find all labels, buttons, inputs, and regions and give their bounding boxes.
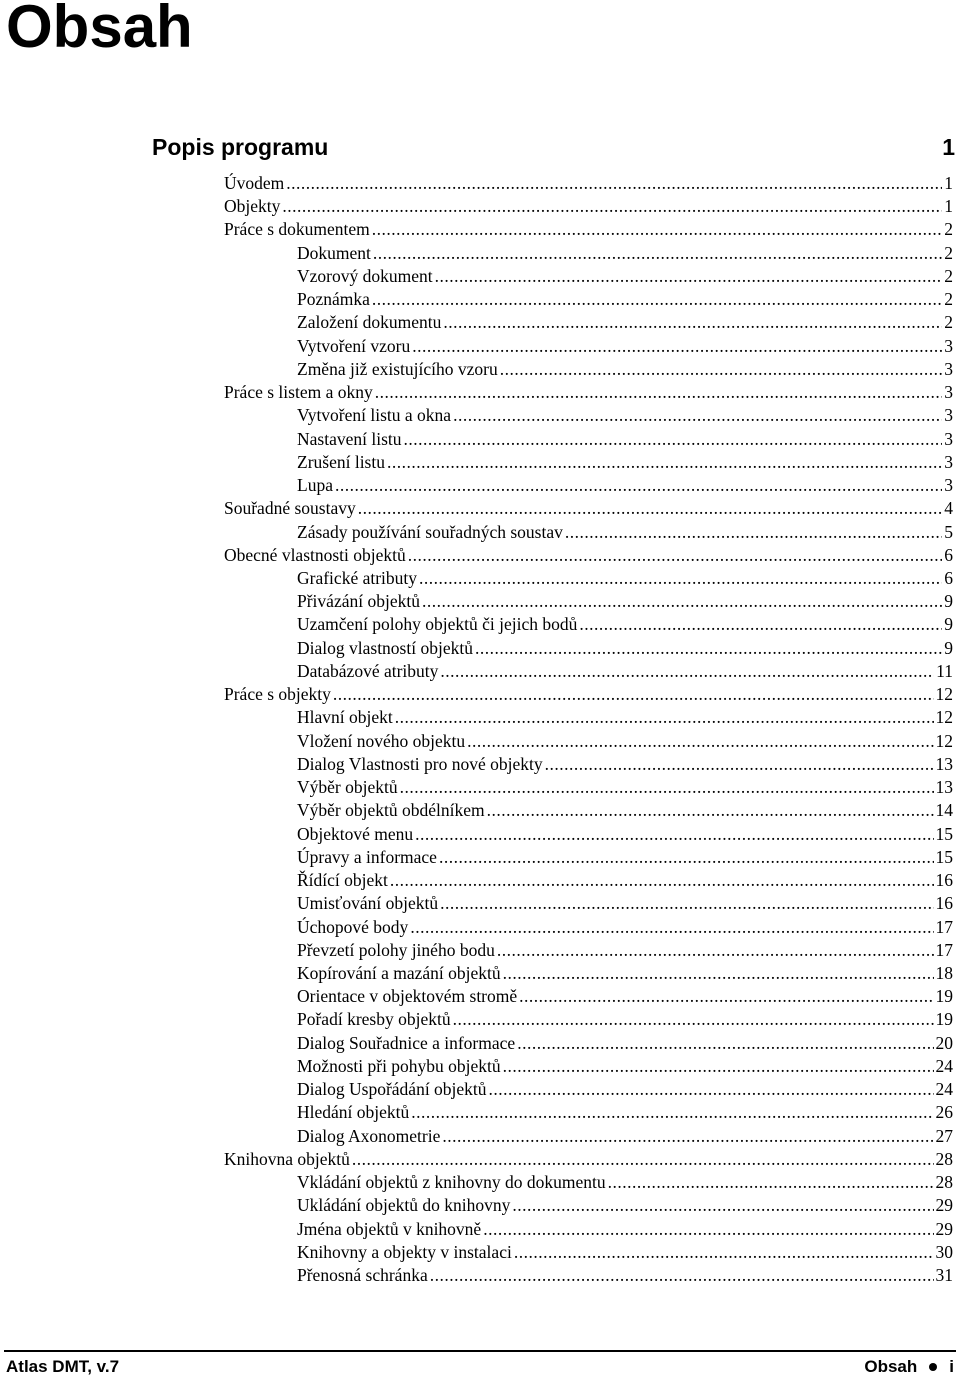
toc-entry-title: Objekty (224, 196, 281, 217)
toc-dot-leader (483, 1218, 933, 1241)
toc-entry-title: Úvodem (224, 173, 285, 193)
toc-dot-leader (545, 753, 934, 776)
toc-entry-page: 1 (944, 196, 953, 217)
toc-entry-title: Hledání objektů (297, 1102, 410, 1123)
toc-entry[interactable] (297, 846, 960, 869)
toc-entry-title: Knihovna objektů (224, 1148, 350, 1169)
toc-entry-page: 11 (936, 660, 953, 681)
toc-entry-title: Dialog Axonometrie (297, 1125, 441, 1146)
toc-dot-leader (395, 706, 934, 729)
toc-dot-leader (453, 1008, 934, 1031)
footer-document-name: Atlas DMT, v.7 (6, 1357, 120, 1376)
toc-entry-title: Dokument (297, 242, 371, 263)
toc-dot-leader (503, 1055, 934, 1078)
toc-dot-leader (373, 242, 942, 265)
toc-dot-leader (467, 730, 933, 753)
toc-entry-title: Vytvoření vzoru (297, 335, 411, 356)
toc-entry-title: Nastavení listu (297, 428, 402, 449)
toc-dot-leader (387, 451, 942, 474)
toc-entry-page: 29 (935, 1218, 953, 1239)
toc-dot-leader (579, 613, 942, 636)
toc-entry-page: 15 (935, 823, 953, 844)
toc-entry[interactable] (297, 706, 960, 729)
toc-entry-title: Založení dokumentu (297, 312, 442, 333)
toc-entry[interactable] (297, 265, 960, 288)
toc-entry-page: 12 (935, 707, 953, 728)
toc-dot-leader (435, 265, 943, 288)
toc-entry[interactable] (297, 1171, 960, 1194)
toc-entry-page: 3 (944, 382, 953, 403)
toc-entry-page: 30 (935, 1241, 953, 1262)
toc-dot-leader (487, 799, 934, 822)
toc-entry[interactable] (297, 567, 960, 590)
toc-entry-page: 29 (935, 1195, 953, 1216)
toc-dot-leader (608, 1171, 934, 1194)
toc-entry-title: Umisťování objektů (297, 893, 439, 914)
toc-dot-leader (415, 823, 933, 846)
toc-entry[interactable] (297, 242, 960, 265)
section-page-number: 1 (942, 133, 955, 160)
toc-entry-page: 6 (944, 544, 953, 565)
toc-entry[interactable] (297, 962, 960, 985)
toc-entry-title: Dialog vlastností objektů (297, 637, 473, 658)
toc-entry-page: 5 (944, 521, 953, 542)
toc-entry-page: 19 (935, 986, 953, 1007)
toc-entry[interactable] (224, 195, 960, 218)
toc-entry-title: Převzetí polohy jiného bodu (297, 939, 495, 960)
toc-entry-page: 6 (944, 567, 953, 588)
toc-entry-page: 28 (935, 1148, 953, 1169)
toc-entry-title: Možnosti při pohybu objektů (297, 1055, 501, 1076)
toc-entry[interactable] (297, 1101, 960, 1124)
footer-divider (4, 1350, 956, 1352)
toc-dot-leader (372, 218, 942, 241)
toc-dot-leader (503, 962, 934, 985)
toc-entry-title: Vzorový dokument (297, 265, 433, 286)
toc-entry-title: Změna již existujícího vzoru (297, 358, 498, 379)
toc-dot-leader (422, 590, 942, 613)
toc-dot-leader (512, 1194, 933, 1217)
toc-entry-page: 3 (944, 335, 953, 356)
toc-entry-title: Práce s listem a okny (224, 382, 373, 403)
footer-page-number: i (949, 1357, 954, 1376)
toc-entry-title: Souřadné soustavy (224, 498, 356, 519)
toc-entry[interactable] (297, 474, 960, 497)
toc-entry-page: 12 (935, 684, 953, 705)
toc-dot-leader (514, 1241, 934, 1264)
toc-entry[interactable] (224, 497, 960, 520)
toc-entry[interactable] (297, 311, 960, 334)
toc-entry-title: Dialog Uspořádání objektů (297, 1079, 487, 1100)
toc-entry-title: Uzamčení polohy objektů či jejich bodů (297, 614, 578, 635)
toc-entry[interactable] (224, 544, 960, 567)
toc-dot-leader (372, 288, 942, 311)
toc-entry[interactable] (297, 288, 960, 311)
toc-entry-page: 18 (935, 962, 953, 983)
toc-dot-leader (517, 1032, 933, 1055)
toc-entry[interactable] (297, 892, 960, 915)
toc-entry-page: 1 (944, 173, 953, 193)
toc-dot-leader (282, 195, 942, 218)
toc-entry-title: Kopírování a mazání objektů (297, 962, 501, 983)
toc-entry-page: 20 (935, 1032, 953, 1053)
toc-entry[interactable] (297, 451, 960, 474)
toc-entry[interactable] (297, 1218, 960, 1241)
toc-dot-leader (412, 335, 942, 358)
toc-dot-leader (352, 1148, 934, 1171)
toc-entry-title: Ukládání objektů do knihovny (297, 1195, 511, 1216)
toc-dot-leader (411, 1101, 933, 1124)
toc-dot-leader (565, 521, 942, 544)
toc-entry-title: Pořadí kresby objektů (297, 1009, 451, 1030)
page-title: Obsah (6, 0, 193, 60)
toc-entry-title: Objektové menu (297, 823, 414, 844)
toc-entry-title: Zásady používání souřadných soustav (297, 521, 563, 542)
toc-entry[interactable] (297, 590, 960, 613)
toc-dot-leader (475, 637, 942, 660)
toc-dot-leader (408, 544, 942, 567)
toc-entry-title: Jména objektů v knihovně (297, 1218, 482, 1239)
toc-entry[interactable] (297, 985, 960, 1008)
toc-entry[interactable] (297, 1078, 960, 1101)
toc-entry-page: 9 (944, 614, 953, 635)
toc-dot-leader (358, 497, 943, 520)
toc-entry[interactable] (224, 218, 960, 241)
toc-entry-page: 2 (944, 242, 953, 263)
toc-entry-page: 28 (935, 1172, 953, 1193)
toc-entry-page: 16 (935, 893, 953, 914)
toc-entry[interactable] (297, 1264, 960, 1287)
toc-entry-page: 2 (944, 265, 953, 286)
toc-entry-page: 17 (935, 916, 953, 937)
toc-entry-page: 4 (944, 498, 953, 519)
bullet-icon (929, 1363, 937, 1371)
toc-entry-page: 31 (935, 1265, 953, 1286)
toc-entry-title: Poznámka (297, 289, 370, 310)
toc-dot-leader (443, 311, 942, 334)
toc-dot-leader (404, 428, 943, 451)
toc-entry-page: 13 (935, 753, 953, 774)
toc-entry[interactable] (297, 428, 960, 451)
toc-dot-leader (400, 776, 934, 799)
toc-dot-leader (375, 381, 943, 404)
footer-section-label: Obsah (864, 1357, 918, 1376)
toc-entry-title: Orientace v objektovém stromě (297, 986, 518, 1007)
toc-entry-page: 2 (944, 289, 953, 310)
toc-entry[interactable] (297, 1241, 960, 1264)
toc-entry-title: Hlavní objekt (297, 707, 393, 728)
toc-dot-leader (419, 567, 942, 590)
toc-dot-leader (497, 939, 934, 962)
toc-entry-page: 2 (944, 312, 953, 333)
toc-entry-title: Přivázání objektů (297, 591, 420, 612)
footer-right (864, 1357, 954, 1377)
toc-dot-leader (453, 404, 942, 427)
toc-entry-title: Řídící objekt (297, 870, 388, 891)
toc-entry[interactable] (297, 799, 960, 822)
toc-dot-leader (440, 892, 933, 915)
toc-dot-leader (390, 869, 934, 892)
toc-entry-page: 12 (935, 730, 953, 751)
toc-entry-page: 3 (944, 451, 953, 472)
toc-entry-page: 3 (944, 358, 953, 379)
toc-entry[interactable] (297, 753, 960, 776)
table-of-contents (0, 172, 960, 1287)
toc-section-heading[interactable] (152, 130, 955, 164)
toc-entry[interactable] (297, 358, 960, 381)
toc-entry-page: 17 (935, 939, 953, 960)
toc-dot-leader (519, 985, 933, 1008)
toc-entry[interactable] (297, 730, 960, 753)
toc-entry[interactable] (297, 1125, 960, 1148)
toc-entry-title: Knihovny a objekty v instalaci (297, 1241, 512, 1262)
section-title: Popis programu (152, 133, 329, 160)
toc-entry[interactable] (297, 776, 960, 799)
toc-entry-page: 9 (944, 591, 953, 612)
toc-entry[interactable] (297, 521, 960, 544)
toc-entry-title: Lupa (297, 475, 333, 496)
toc-entry-title: Výběr objektů obdélníkem (297, 800, 485, 821)
toc-entry-title: Vkládání objektů z knihovny do dokumentu (297, 1172, 606, 1193)
toc-entry-page: 24 (935, 1079, 953, 1100)
toc-entry[interactable] (297, 1008, 960, 1031)
toc-dot-leader (442, 1125, 933, 1148)
toc-entry-page: 19 (935, 1009, 953, 1030)
toc-entry-page: 24 (935, 1055, 953, 1076)
toc-dot-leader (440, 660, 934, 683)
toc-entry-title: Dialog Vlastnosti pro nové objekty (297, 753, 543, 774)
toc-entry-title: Grafické atributy (297, 567, 418, 588)
toc-dot-leader (410, 916, 933, 939)
toc-dot-leader (439, 846, 934, 869)
toc-entry-title: Dialog Souřadnice a informace (297, 1032, 516, 1053)
toc-entry[interactable] (297, 637, 960, 660)
toc-entry-page: 3 (944, 428, 953, 449)
toc-entry-page: 15 (935, 846, 953, 867)
toc-entry[interactable] (224, 172, 960, 195)
toc-dot-leader (335, 474, 942, 497)
toc-entry-page: 14 (935, 800, 953, 821)
toc-entry-page: 26 (935, 1102, 953, 1123)
toc-entry-page: 9 (944, 637, 953, 658)
toc-entry-title: Práce s dokumentem (224, 219, 370, 240)
toc-entry[interactable] (297, 613, 960, 636)
toc-entry[interactable] (297, 335, 960, 358)
toc-entry-title: Úchopové body (297, 916, 409, 937)
toc-entry[interactable] (297, 1194, 960, 1217)
toc-dot-leader (333, 683, 934, 706)
toc-entry[interactable] (297, 823, 960, 846)
toc-entry[interactable] (224, 683, 960, 706)
toc-entry[interactable] (224, 381, 960, 404)
toc-entry[interactable] (297, 939, 960, 962)
toc-entry[interactable] (297, 404, 960, 427)
page-footer (6, 1356, 954, 1378)
toc-entry-page: 3 (944, 475, 953, 496)
toc-entry[interactable] (297, 869, 960, 892)
toc-entry-page: 27 (935, 1125, 953, 1146)
toc-entry-page: 16 (935, 870, 953, 891)
toc-entry-title: Práce s objekty (224, 684, 331, 705)
toc-dot-leader (286, 172, 942, 195)
toc-entry[interactable] (297, 1032, 960, 1055)
toc-entry-title: Vytvoření listu a okna (297, 405, 452, 426)
toc-entry[interactable] (297, 1055, 960, 1078)
toc-entry[interactable] (297, 660, 960, 683)
toc-entry[interactable] (297, 916, 960, 939)
toc-entry[interactable] (224, 1148, 960, 1171)
toc-entry-title: Přenosná schránka (297, 1265, 428, 1286)
toc-entry-page: 2 (944, 219, 953, 240)
toc-entry-title: Databázové atributy (297, 660, 439, 681)
toc-entry-title: Zrušení listu (297, 451, 385, 472)
toc-dot-leader (489, 1078, 934, 1101)
toc-entry-title: Úpravy a informace (297, 846, 437, 867)
toc-dot-leader (430, 1264, 934, 1287)
toc-dot-leader (500, 358, 943, 381)
toc-entry-page: 3 (944, 405, 953, 426)
toc-entry-title: Výběr objektů (297, 777, 398, 798)
toc-entry-title: Obecné vlastnosti objektů (224, 544, 406, 565)
toc-entry-page: 13 (935, 777, 953, 798)
toc-entry-title: Vložení nového objektu (297, 730, 466, 751)
